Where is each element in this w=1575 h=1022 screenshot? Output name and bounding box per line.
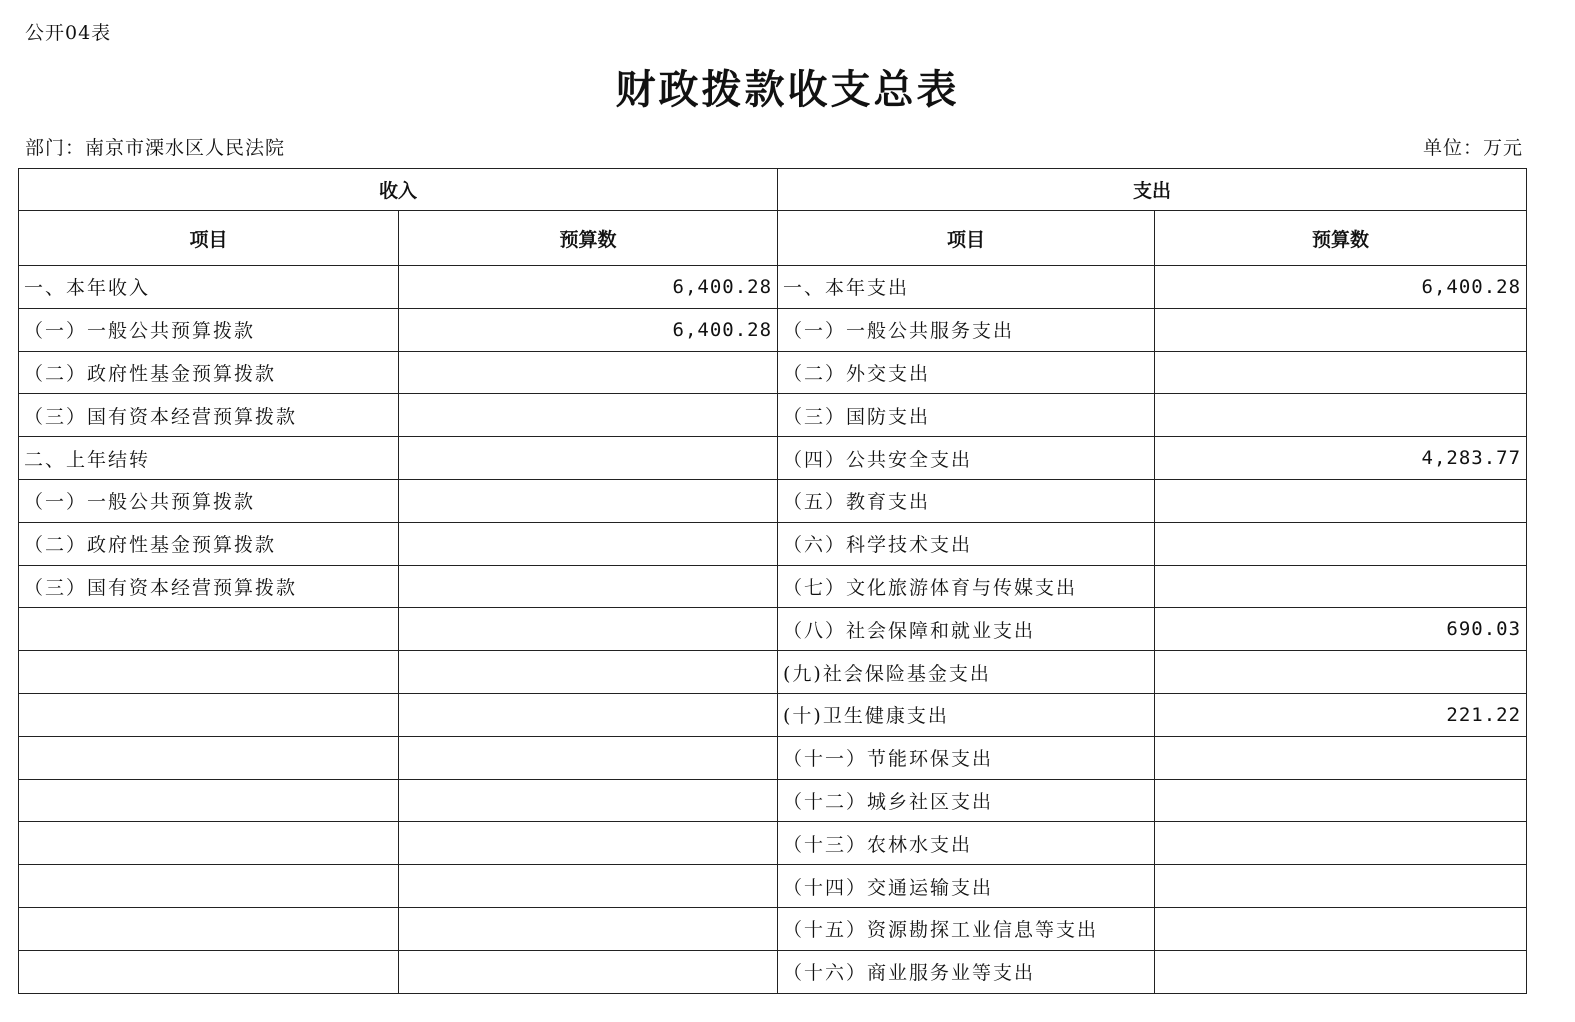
expense-item-cell: （六）科学技术支出 (778, 522, 1155, 565)
income-item-cell: （三）国有资本经营预算拨款 (19, 394, 399, 437)
expense-item-cell: （四）公共安全支出 (778, 437, 1155, 480)
income-group-header: 收入 (19, 169, 778, 211)
table-row (19, 266, 1527, 309)
table-row (19, 736, 1527, 779)
income-item-cell: （三）国有资本经营预算拨款 (19, 565, 399, 608)
department-label: 部门：南京市溧水区人民法院 (25, 137, 286, 159)
table-row (19, 651, 1527, 694)
table-row (19, 822, 1527, 865)
budget-table (18, 168, 1527, 994)
income-item-cell: 一、本年收入 (19, 266, 399, 309)
table-row (19, 865, 1527, 908)
income-value-cell (399, 437, 778, 480)
income-item-cell (19, 651, 399, 694)
expense-item-cell: (十)卫生健康支出 (778, 693, 1155, 736)
table-row (19, 351, 1527, 394)
income-value-cell (399, 608, 778, 651)
income-value-cell (399, 779, 778, 822)
column-header-row (19, 211, 1527, 266)
expense-group-header: 支出 (778, 169, 1527, 211)
expense-value-cell (1155, 822, 1527, 865)
form-code: 公开04表 (25, 22, 112, 44)
income-item-cell (19, 907, 399, 950)
income-value-cell (399, 865, 778, 908)
income-value-cell (399, 651, 778, 694)
expense-value-cell (1155, 907, 1527, 950)
income-value-cell (399, 736, 778, 779)
income-value-cell (399, 522, 778, 565)
income-value-cell: 6,400.28 (399, 266, 778, 309)
income-item-cell (19, 865, 399, 908)
income-item-cell (19, 608, 399, 651)
table-row (19, 608, 1527, 651)
expense-value-cell (1155, 565, 1527, 608)
income-item-cell: （二）政府性基金预算拨款 (19, 522, 399, 565)
table-row (19, 779, 1527, 822)
expense-item-cell: （三）国防支出 (778, 394, 1155, 437)
table-row (19, 394, 1527, 437)
expense-item-cell: (九)社会保险基金支出 (778, 651, 1155, 694)
expense-value-cell: 690.03 (1155, 608, 1527, 651)
income-item-cell (19, 779, 399, 822)
page-title: 财政拨款收支总表 (615, 66, 960, 113)
expense-item-cell: （七）文化旅游体育与传媒支出 (778, 565, 1155, 608)
expense-value-cell (1155, 865, 1527, 908)
income-value-cell (399, 565, 778, 608)
expense-value-cell (1155, 651, 1527, 694)
expense-value-cell (1155, 522, 1527, 565)
expense-item-cell: （十五）资源勘探工业信息等支出 (778, 907, 1155, 950)
expense-item-cell: （十一）节能环保支出 (778, 736, 1155, 779)
table-row (19, 437, 1527, 480)
income-value-cell (399, 693, 778, 736)
income-value-cell (399, 351, 778, 394)
income-value-cell (399, 479, 778, 522)
income-item-cell: 二、上年结转 (19, 437, 399, 480)
table-row (19, 950, 1527, 993)
expense-value-cell (1155, 308, 1527, 351)
income-item-header: 项目 (19, 211, 399, 266)
expense-item-cell: （五）教育支出 (778, 479, 1155, 522)
expense-item-cell: （十六）商业服务业等支出 (778, 950, 1155, 993)
income-item-cell (19, 950, 399, 993)
table-row (19, 565, 1527, 608)
income-item-cell (19, 736, 399, 779)
income-item-cell: （二）政府性基金预算拨款 (19, 351, 399, 394)
income-item-cell (19, 693, 399, 736)
expense-item-cell: （十二）城乡社区支出 (778, 779, 1155, 822)
income-value-cell (399, 822, 778, 865)
expense-item-cell: 一、本年支出 (778, 266, 1155, 309)
expense-item-cell: （十三）农林水支出 (778, 822, 1155, 865)
expense-value-cell: 221.22 (1155, 693, 1527, 736)
income-value-cell (399, 950, 778, 993)
table-row (19, 308, 1527, 351)
income-value-cell (399, 907, 778, 950)
budget-table-body (19, 266, 1527, 994)
income-item-cell: （一）一般公共预算拨款 (19, 479, 399, 522)
expense-item-cell: （八）社会保障和就业支出 (778, 608, 1155, 651)
expense-value-cell: 4,283.77 (1155, 437, 1527, 480)
expense-item-header: 项目 (778, 211, 1155, 266)
expense-value-cell (1155, 736, 1527, 779)
expense-value-cell (1155, 950, 1527, 993)
expense-value-cell: 6,400.28 (1155, 266, 1527, 309)
expense-item-cell: （一）一般公共服务支出 (778, 308, 1155, 351)
income-item-cell (19, 822, 399, 865)
expense-item-cell: （十四）交通运输支出 (778, 865, 1155, 908)
income-value-cell: 6,400.28 (399, 308, 778, 351)
table-row (19, 693, 1527, 736)
group-header-row (19, 169, 1527, 211)
income-value-cell (399, 394, 778, 437)
expense-value-cell (1155, 779, 1527, 822)
table-row (19, 907, 1527, 950)
expense-item-cell: （二）外交支出 (778, 351, 1155, 394)
table-row (19, 479, 1527, 522)
expense-value-cell (1155, 351, 1527, 394)
income-item-cell: （一）一般公共预算拨款 (19, 308, 399, 351)
expense-value-cell (1155, 394, 1527, 437)
table-row (19, 522, 1527, 565)
expense-budget-header: 预算数 (1155, 211, 1527, 266)
income-budget-header: 预算数 (399, 211, 778, 266)
expense-value-cell (1155, 479, 1527, 522)
unit-label: 单位：万元 (1422, 137, 1523, 159)
